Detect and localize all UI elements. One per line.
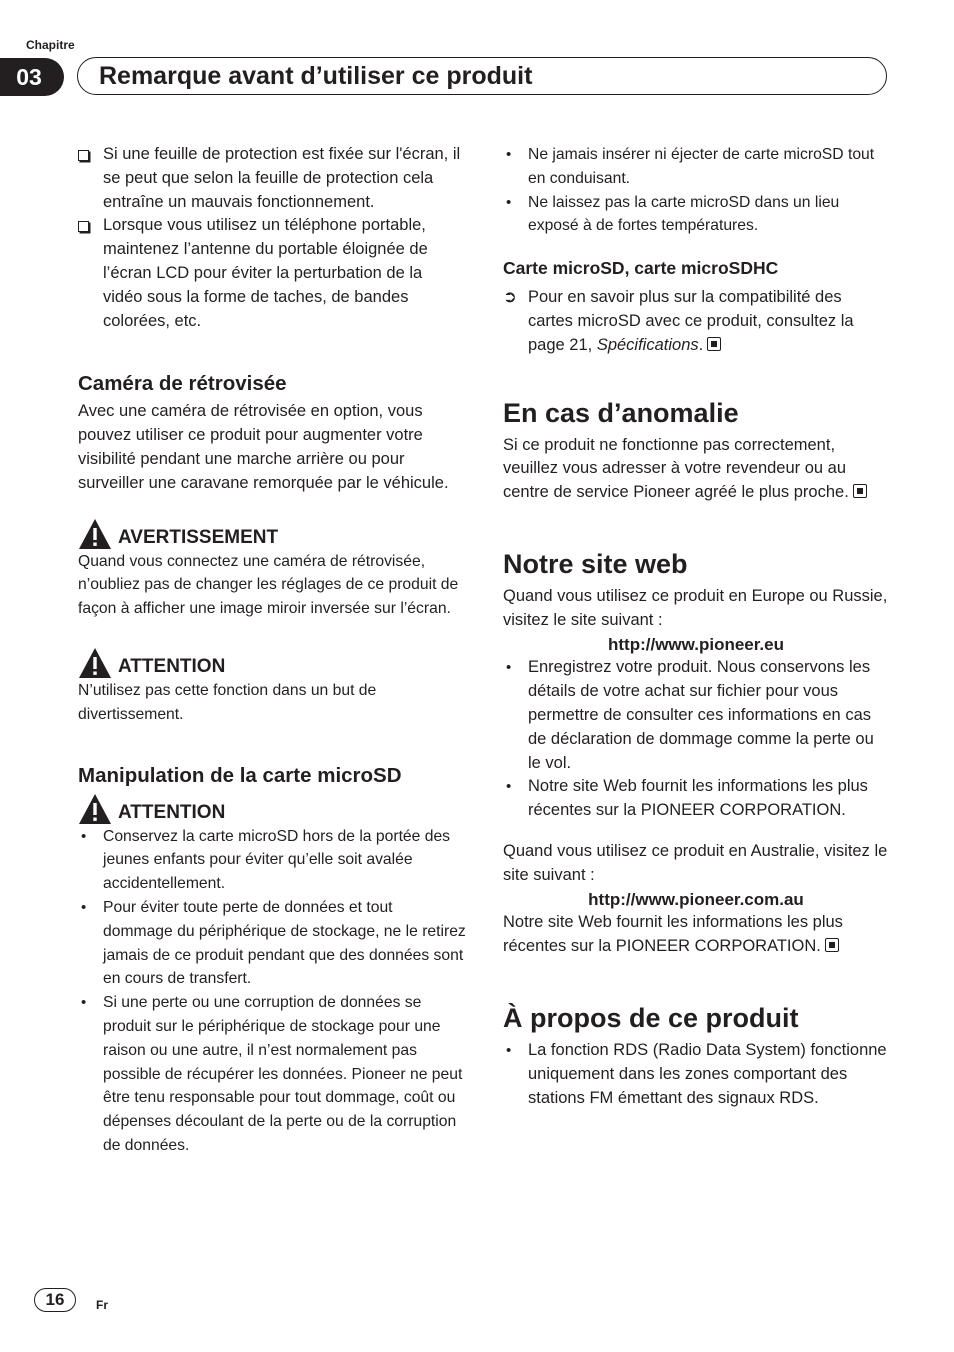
warning-triangle-icon — [78, 518, 112, 550]
list-item — [78, 825, 466, 896]
reference-text: Pour en savoir plus sur la compatibilité des cartes microSD avec ce produit, consultez la page 21, Spécifications. — [528, 288, 854, 354]
end-mark-icon — [853, 484, 867, 498]
warning-triangle-icon — [78, 793, 112, 825]
list-item — [503, 775, 889, 823]
list-item-text: La fonction RDS (Radio Data System) fonctionne uniquement dans les zones comportant des stations FM émettant des signaux RDS. — [528, 1040, 887, 1107]
checkbox-bullet-icon — [78, 214, 98, 240]
section-heading: À propos de ce produit — [503, 1002, 799, 1033]
list-item — [503, 656, 889, 775]
checkbox-bullet-icon — [78, 143, 98, 169]
list-item-text: Enregistrez votre produit. Nous conservons les détails de votre achat sur fichier pour vous permettre de consulter ces informations en cas de déclaration de dommage comme la perte ou le vol. — [528, 658, 874, 772]
reference-item — [503, 286, 889, 357]
bullet-icon: • — [506, 1041, 512, 1059]
list-item — [78, 991, 466, 1158]
warning-label: AVERTISSEMENT — [118, 526, 279, 548]
anomalie-paragraph: Si ce produit ne fonctionne pas correctement, veuillez vous adresser à votre revendeur ou au centre de service Pioneer agréé le plus proche. — [503, 434, 889, 505]
caution-title — [78, 793, 466, 825]
sd-list — [503, 143, 889, 238]
caution-title — [78, 647, 466, 679]
camera-paragraph: Avec une caméra de rétrovisée en option, vous pouvez utiliser ce produit pour augmenter votre visibilité pendant une marche arrière ou pour surveiller une caravane remorquée par le véhicule. — [78, 402, 449, 492]
page-number: 16 — [34, 1288, 76, 1312]
section-heading: Notre site web — [503, 548, 688, 579]
end-mark-icon — [825, 938, 839, 952]
web-outro: Notre site Web fournit les informations les plus récentes sur la PIONEER CORPORATION. — [503, 913, 843, 956]
list-item-text: Ne laissez pas la carte microSD dans un lieu exposé à de fortes températures. — [528, 193, 840, 235]
list-item — [78, 143, 466, 214]
arrow-reference-icon: ➲ — [503, 288, 517, 307]
bullet-icon: • — [506, 193, 512, 211]
warning-title — [78, 518, 466, 550]
warning-text: Quand vous connectez une caméra de rétrovisée, n’oubliez pas de changer les réglages de ce produit de façon à afficher une image miroir inversée sur l’écran. — [78, 552, 459, 618]
list-item-text: Pour éviter toute perte de données et tout dommage du périphérique de stockage, ne le retirez jamais de ce produit pendant que des données sont en cours de transfert. — [103, 898, 466, 988]
list-item — [503, 1039, 889, 1110]
bullet-icon: • — [506, 778, 512, 796]
bullet-icon: • — [506, 659, 512, 677]
microsd-list — [78, 825, 466, 1158]
web-intro: Quand vous utilisez ce produit en Europe ou Russie, visitez le site suivant : — [503, 586, 888, 629]
bullet-icon: • — [506, 146, 512, 163]
list-item — [503, 143, 889, 191]
language-code: Fr — [96, 1298, 108, 1312]
list-item — [78, 896, 466, 991]
warning-triangle-icon — [78, 647, 112, 679]
bullet-icon: • — [81, 898, 87, 916]
url-europe[interactable]: http://www.pioneer.eu — [608, 634, 784, 654]
list-item — [78, 214, 466, 333]
section-heading: Caméra de rétrovisée — [78, 372, 287, 396]
bullet-icon: • — [81, 827, 87, 845]
caution-label: ATTENTION — [118, 801, 226, 823]
list-item-text: Si une feuille de protection est fixée sur l'écran, il se peut que selon la feuille de protection cela entraîne un mauvais fonctionnement. — [103, 145, 461, 211]
section-heading: En cas d’anomalie — [503, 397, 739, 428]
caution-label: ATTENTION — [118, 655, 226, 677]
end-mark-icon — [707, 337, 721, 351]
section-heading: Manipulation de la carte microSD — [78, 763, 402, 787]
left-column — [78, 143, 466, 1158]
chapter-number-badge: 03 — [0, 58, 64, 96]
chapter-title: Remarque avant d’utiliser ce produit — [99, 62, 533, 90]
list-item-text: Notre site Web fournit les informations les plus récentes sur la PIONEER CORPORATION. — [528, 777, 868, 820]
list-item-text: Ne jamais insérer ni éjecter de carte microSD tout en conduisant. — [528, 146, 875, 187]
url-australia[interactable]: http://www.pioneer.com.au — [588, 889, 804, 909]
web-intro-australia: Quand vous utilisez ce produit en Australie, visitez le site suivant : — [503, 841, 888, 884]
right-column — [503, 143, 889, 1110]
list-item-text: Lorsque vous utilisez un téléphone portable, maintenez l’antenne du portable éloignée de l’écran LCD pour éviter la perturbation de la vidéo sous la forme de taches, de bandes colorées, etc. — [103, 216, 428, 330]
list-item-text: Conservez la carte microSD hors de la portée des jeunes enfants pour éviter qu’elle soit avalée accidentellement. — [103, 827, 451, 893]
list-item — [503, 191, 889, 239]
specifications-reference: Spécifications — [596, 335, 699, 354]
caution-text: N’utilisez pas cette fonction dans un but de divertissement. — [78, 681, 377, 723]
list-item-text: Si une perte ou une corruption de données se produit sur le périphérique de stockage pour une raison ou une autre, il n’est normalement pas possible de récupérer les données. Pioneer ne peut être tenu responsable pour tout dommage, coût ou dépenses découlant de la perte ou de la corruption de données. — [103, 994, 463, 1154]
subsection-heading: Carte microSD, carte microSDHC — [503, 258, 779, 279]
chapter-label: Chapitre — [26, 38, 75, 52]
bullet-icon: • — [81, 994, 87, 1012]
